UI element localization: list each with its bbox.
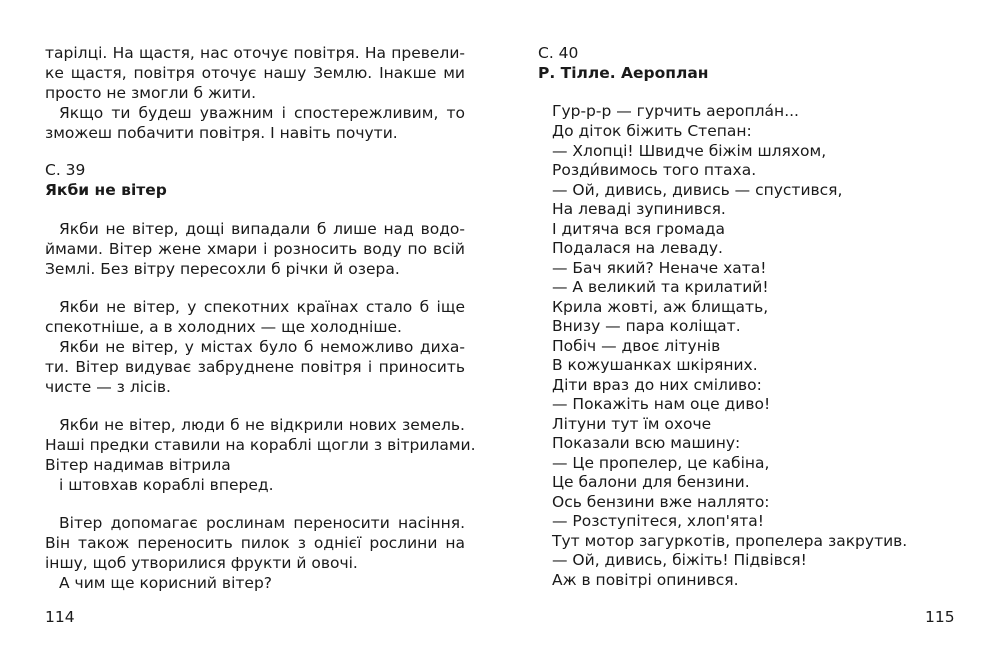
text-line: Наші предки ставили на кораблі щогли з вітрилами. [45, 436, 476, 454]
text-line: Якби не вітер, у спекотних країнах стало б іще [59, 298, 465, 316]
poem-line: В кожушанках шкіряних. [552, 356, 758, 374]
text-line: Землі. Без вітру пересохли б річки й озера. [45, 260, 400, 278]
poem-line: Тут мотор загуркотів, пропелера закрутив. [552, 532, 908, 550]
poem-line: Ось бензини вже наллято: [552, 493, 770, 511]
section-label: С. 39 [45, 161, 86, 179]
poem-line: Це балони для бензини. [552, 473, 750, 491]
poem-line: — Розступітеся, хлоп'ята! [552, 512, 764, 530]
poem-line: — Це пропелер, це кабіна, [552, 454, 770, 472]
text-line: Якби не вітер, у містах було б неможливо диха- [59, 338, 465, 356]
page-number-right: 115 [925, 608, 955, 626]
poem-line: Крила жовті, аж блищать, [552, 298, 769, 316]
poem-line: Літуни тут їм охоче [552, 415, 712, 433]
text-line: тарілці. На щастя, нас оточує повітря. На превели- [45, 44, 465, 62]
text-line: і штовхав кораблі вперед. [59, 476, 274, 494]
poem-line: Гур-р-р — гурчить аеропла́н... [552, 102, 799, 120]
text-line: зможеш побачити повітря. І навіть почути. [45, 124, 398, 142]
poem-line: Розди́вимось того птаха. [552, 161, 757, 179]
poem-line: На леваді зупинився. [552, 200, 726, 218]
text-line: ке щастя, повітря оточує нашу Землю. Інакше ми [45, 64, 465, 82]
text-line: Вітер допомагає рослинам переносити насіння. [59, 514, 465, 532]
poem-line: — Ой, дивись, біжіть! Підвівся! [552, 551, 807, 569]
text-line: Якби не вітер, дощі випадали б лише над водо- [59, 220, 465, 238]
text-line: просто не змогли б жити. [45, 84, 257, 102]
poem-line: Показали всю машину: [552, 434, 741, 452]
poem-line: Внизу — пара коліщат. [552, 317, 741, 335]
text-line: ймами. Вітер жене хмари і розносить воду по всій [45, 240, 465, 258]
page-number-left: 114 [45, 608, 75, 626]
poem-line: Аж в повітрі опинився. [552, 571, 739, 589]
poem-line: — Ой, дивись, дивись — спустився, [552, 181, 843, 199]
poem-line: Побіч — двоє літунів [552, 337, 721, 355]
text-line: Якщо ти будеш уважним і спостережливим, то [59, 104, 465, 122]
text-line: спекотніше, а в холодних — ще холодніше. [45, 318, 402, 336]
text-line: Вітер надимав вітрила [45, 456, 231, 474]
text-line: іншу, щоб утворилися фрукти й овочі. [45, 554, 358, 572]
poem-line: Діти враз до них сміливо: [552, 376, 762, 394]
section-label: С. 40 [538, 44, 579, 62]
section-title: Якби не вітер [45, 181, 167, 199]
section-title: Р. Тілле. Аероплан [538, 64, 709, 82]
poem-line: — А великий та крилатий! [552, 278, 769, 296]
text-line: Він також переносить пилок з однієї рослини на [45, 534, 465, 552]
text-line: Якби не вітер, люди б не відкрили нових земель. [59, 416, 465, 434]
text-line: А чим ще корисний вітер? [59, 574, 273, 592]
poem-line: Подалася на леваду. [552, 239, 723, 257]
poem-line: — Хлопці! Швидче біжім шляхом, [552, 142, 827, 160]
poem-line: До діток біжить Степан: [552, 122, 752, 140]
poem-line: І дитяча вся громада [552, 220, 726, 238]
poem-line: — Бач який? Неначе хата! [552, 259, 767, 277]
text-line: ти. Вітер видуває забруднене повітря і приносить [45, 358, 465, 376]
text-line: чисте — з лісів. [45, 378, 171, 396]
poem-line: — Покажіть нам оце диво! [552, 395, 771, 413]
